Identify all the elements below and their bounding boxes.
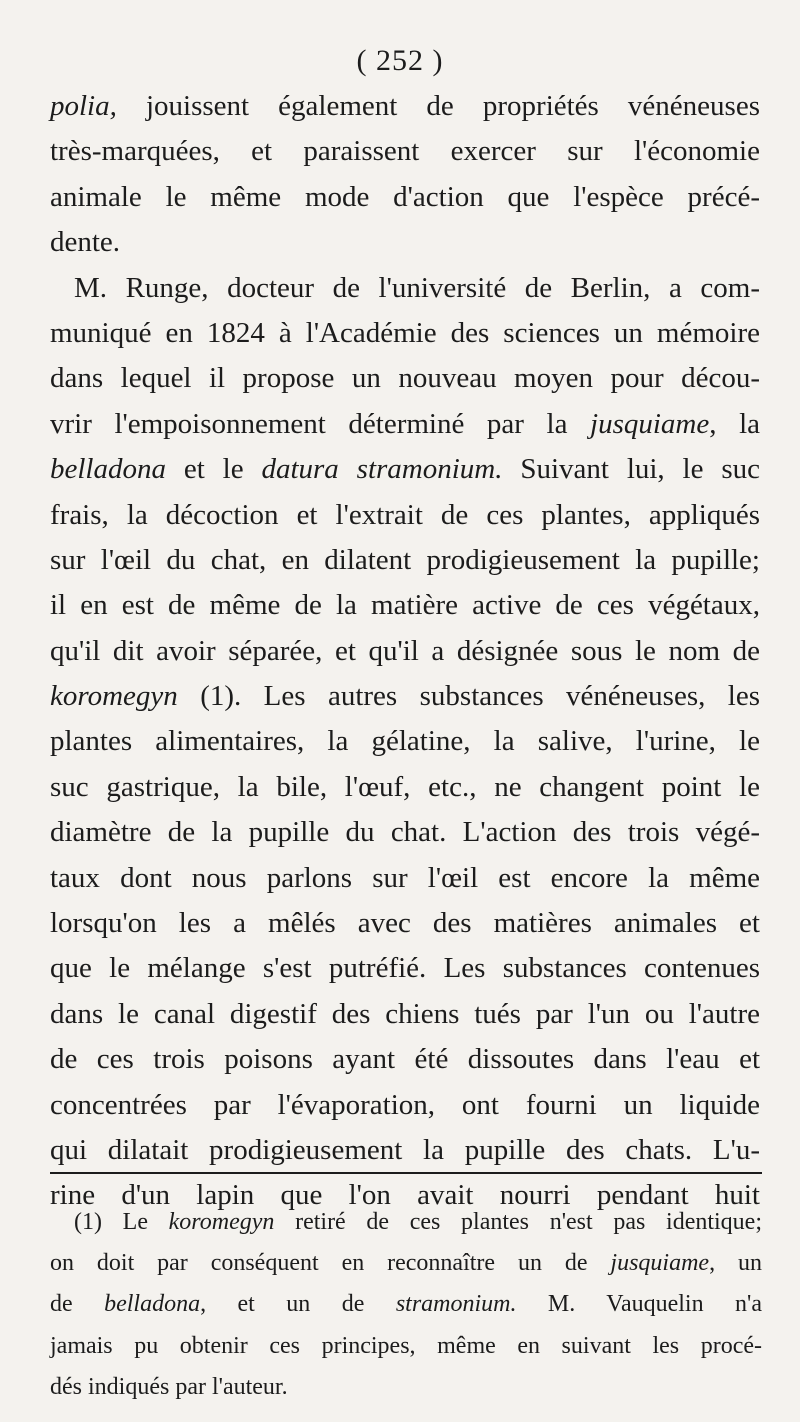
text-line [50,901,760,946]
text-line [50,765,760,810]
text-line [50,84,760,129]
line-text: M. Vauquelin n'a [516,1291,762,1318]
text-line [50,402,760,447]
text-line [50,583,760,628]
text-line [50,1083,760,1128]
text-line [50,1128,760,1173]
line-text: , la [709,407,760,440]
line-text: suc gastrique, la bile, l'œuf, etc., ne changent point le [50,770,760,803]
line-text: rine d'un lapin que l'on avait nourri pendant huit [50,1179,760,1212]
italic-word: koromegyn [168,1209,275,1235]
line-text: , et un de [200,1291,396,1318]
text-line [50,220,760,265]
line-text: , un [709,1250,762,1277]
text-line [50,538,760,583]
footnote-line [50,1284,762,1325]
text-line [50,856,760,901]
line-text: taux dont nous parlons sur l'œil est encore la même [50,861,760,894]
line-text: de [50,1291,105,1318]
line-text: retiré de ces plantes n'est pas identique; [274,1209,763,1235]
text-line [50,493,760,538]
italic-word: belladona [50,453,166,486]
footnote-line [50,1367,762,1408]
line-text: diamètre de la pupille du chat. L'action des trois végé- [50,816,760,849]
line-text: dans le canal digestif des chiens tués par l'un ou l'autre [50,997,760,1030]
line-text: que le mélange s'est putréfié. Les substances contenues [50,952,760,985]
text-line [50,1037,760,1082]
text-line [50,175,760,220]
text-line [50,674,760,719]
page-number: ( 252 ) [356,44,444,77]
footnote-line [50,1243,762,1284]
text-line [50,629,760,674]
line-text: Suivant lui, le suc [502,453,760,486]
line-text: plantes alimentaires, la gélatine, la salive, l'urine, le [50,725,760,758]
line-text: on doit par conséquent en reconnaître un de [50,1250,611,1277]
line-text: M. Runge, docteur de l'université de Berlin, a com- [74,271,760,304]
line-text: concentrées par l'évaporation, ont fourni un liquide [50,1088,760,1121]
line-text: (1). Les autres substances vénéneuses, les [177,680,760,713]
italic-word: polia, [50,90,117,122]
text-line [50,719,760,764]
text-line [50,129,760,174]
line-text: animale le même mode d'action que l'espèce précé- [50,180,760,213]
line-text: de ces trois poisons ayant été dissoutes dans l'eau et [50,1043,760,1076]
line-text: et le [166,453,262,486]
text-line [50,266,760,311]
text-line [50,311,760,356]
footnote-line [50,1202,762,1243]
line-text: très-marquées, et paraissent exercer sur l'économie [50,135,760,168]
line-text: dente. [50,226,121,259]
italic-word: stramonium. [395,1291,517,1318]
italic-word: datura stramonium. [261,453,503,486]
line-text: il en est de même de la matière active de ces végétaux, [50,589,760,622]
italic-word: jusquiame [610,1250,710,1277]
line-text: frais, la décoction et l'extrait de ces plantes, appliqués [50,498,760,531]
text-line [50,810,760,855]
text-line [50,356,760,401]
line-text: sur l'œil du chat, en dilatent prodigieusement la pupille; [50,543,760,576]
line-text: muniqué en 1824 à l'Académie des sciences un mémoire [50,316,760,349]
line-text: qu'il dit avoir séparée, et qu'il a désignée sous le nom de [50,634,760,667]
line-text: jouissent également de propriétés vénéneuses [116,90,760,122]
text-line [50,447,760,492]
line-text: vrir l'empoisonnement déterminé par la [50,407,591,440]
line-text: dans lequel il propose un nouveau moyen pour décou- [50,362,760,395]
body-text [50,84,760,1219]
footnote [50,1202,762,1408]
italic-word: koromegyn [50,680,178,713]
footnote-line [50,1326,762,1367]
text-line [50,946,760,991]
line-text: (1) Le [74,1209,169,1235]
line-text: jamais pu obtenir ces principes, même en suivant les procé- [50,1332,762,1359]
line-text: qui dilatait prodigieusement la pupille des chats. L'u- [50,1133,760,1166]
text-line [50,992,760,1037]
footnote-divider [50,1172,762,1174]
italic-word: belladona [104,1291,201,1318]
italic-word: jusquiame [590,407,710,440]
line-text: dés indiqués par l'auteur. [50,1373,288,1400]
line-text: lorsqu'on les a mêlés avec des matières animales et [50,907,760,940]
